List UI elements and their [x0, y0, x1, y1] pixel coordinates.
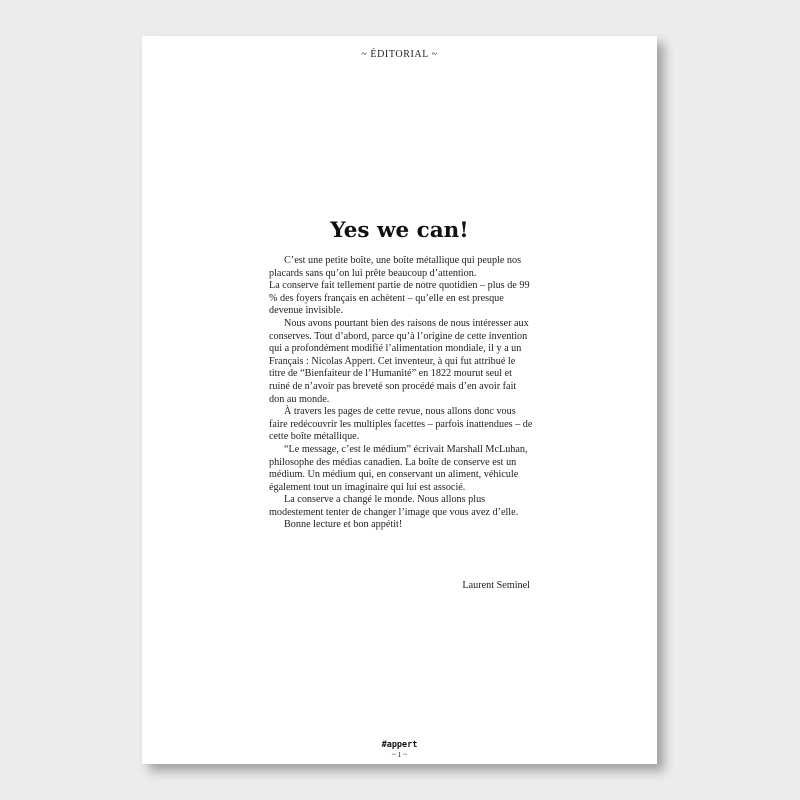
author-signature: Laurent Seminel: [462, 580, 530, 591]
paragraph: “Le message, c’est le médium” écrivait Marshall McLuhan, philosophe des médias canadien. La boîte de conserve est un médium. Un médium qui, en conservant un aliment, véhicule également tout un imaginaire qui lui est associé.: [269, 443, 528, 493]
paragraph: Bonne lecture et bon appétit!: [284, 519, 403, 531]
paragraph: La conserve a changé le monde. Nous allons plus modestement tenter de changer l’image que vous avez d’elle.: [269, 494, 519, 518]
article-title: Yes we can!: [330, 218, 469, 243]
article-body: [269, 255, 534, 532]
page-number: ~ 1 ~: [391, 750, 408, 759]
section-label: ~ ÉDITORIAL ~: [361, 49, 438, 60]
paragraph: À travers les pages de cette revue, nous allons donc vous faire redécouvrir les multiples facettes – parfois inattendues – de cette boîte métallique.: [269, 406, 533, 443]
paragraph: C’est une petite boîte, une boîte métallique qui peuple nos placards sans qu’on lui prête beaucoup d’attention.: [269, 255, 522, 279]
footer-brand: #appert: [381, 740, 418, 750]
magazine-page: [142, 36, 657, 764]
paragraph: Nous avons pourtant bien des raisons de nous intéresser aux conserves. Tout d’abord, parce qu’à l’origine de cette invention qui a profondément modifié l’alimentation mondiale, il y a un Français : Nicolas Appert. Cet inventeur, à qui fut attribué le titre de “Bienfaiteur de l’Humanité” en 1822 mourut seul et ruiné de n’avoir pas breveté son procédé mais d’en avoir fait don au monde.: [269, 317, 529, 405]
paragraph: La conserve fait tellement partie de notre quotidien – plus de 99 % des foyers français en achètent – qu’elle en est presque devenue invisible.: [269, 280, 530, 317]
